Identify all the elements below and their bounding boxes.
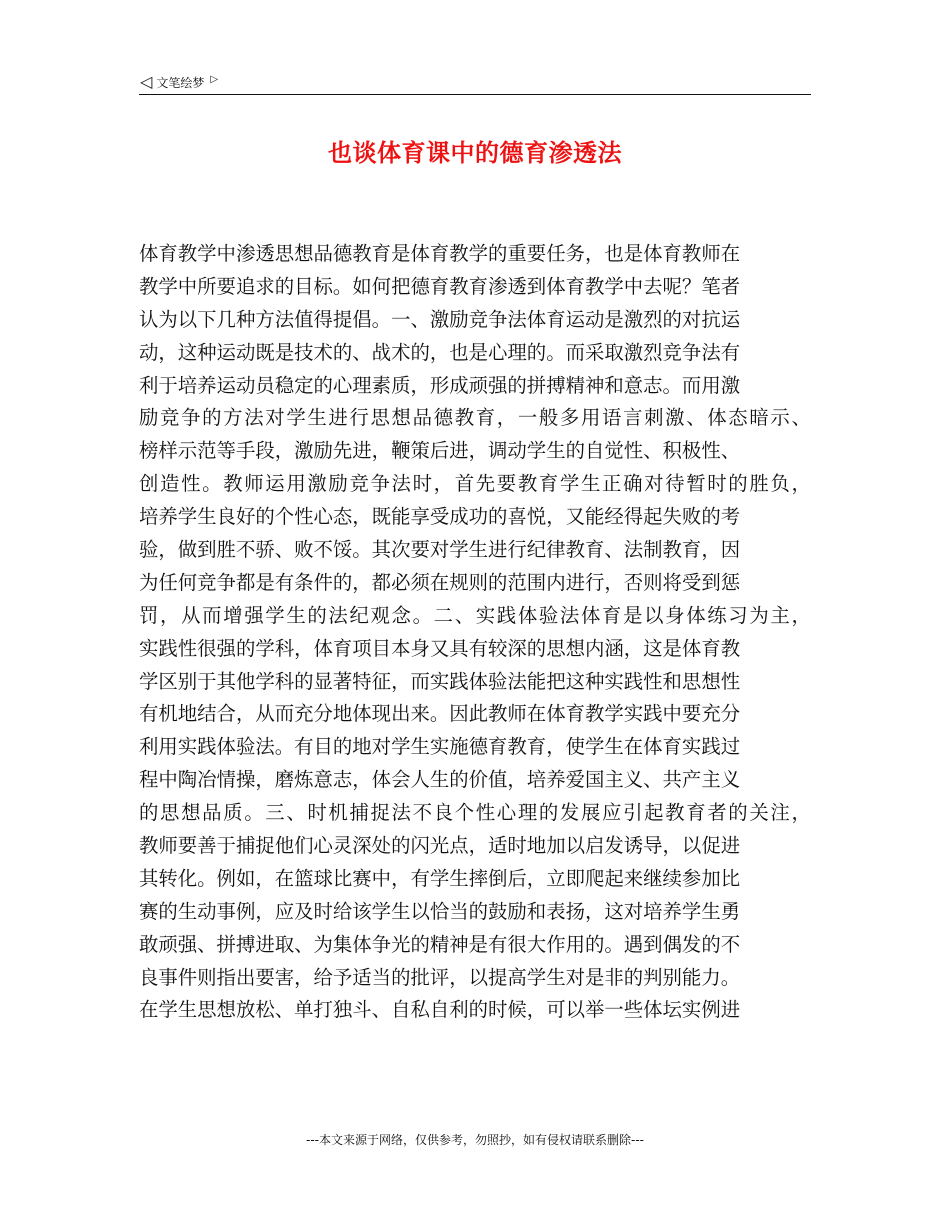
- body-line: 榜样示范等手段，激励先进，鞭策后进，调动学生的自觉性、积极性、: [139, 439, 741, 463]
- body-line: 验，做到胜不骄、败不馁。其次要对学生进行纪律教育、法制教育，因: [139, 538, 741, 562]
- triangle-right-icon: ▷: [210, 73, 219, 85]
- body-line: 敢顽强、拼搏进取、为集体争光的精神是有很大作用的。遇到偶发的不: [139, 932, 741, 956]
- header-label: 文笔绘梦: [156, 75, 205, 90]
- body-line: 培养学生良好的个性心态，既能享受成功的喜悦，又能经得起失败的考: [139, 505, 741, 529]
- body-line: 程中陶冶情操，磨炼意志，体会人生的价值，培养爱国主义、共产主义: [139, 768, 741, 792]
- document-body: [139, 238, 825, 1027]
- body-line: 学区别于其他学科的显著特征，而实践体验法能把这种实践性和思想性: [139, 669, 741, 693]
- footer-disclaimer: ---本文来源于网络，仅供参考，勿照抄，如有侵权请联系删除---: [306, 1133, 644, 1147]
- body-line: 在学生思想放松、单打独斗、自私自利的时候，可以举一些体坛实例进: [139, 998, 741, 1022]
- body-line: 实践性很强的学科，体育项目本身又具有较深的思想内涵，这是体育教: [139, 636, 741, 660]
- body-line: 创造性。教师运用激励竞争法时，首先要教育学生正确对待暂时的胜负，: [139, 472, 813, 496]
- body-line: 体育教学中渗透思想品德教育是体育教学的重要任务，也是体育教师在: [139, 242, 741, 265]
- body-line: 教师要善于捕捉他们心灵深处的闪光点，适时地加以启发诱导，以促进: [139, 834, 741, 858]
- body-line: 有机地结合，从而充分地体现出来。因此教师在体育教学实践中要充分: [139, 702, 741, 726]
- body-line: 教学中所要追求的目标。如何把德育教育渗透到体育教学中去呢？笔者: [139, 274, 741, 298]
- header-brand: [140, 72, 218, 92]
- document-title: 也谈体育课中的德育渗透法: [328, 139, 622, 167]
- body-line: 利用实践体验法。有目的地对学生实施德育教育，使学生在体育实践过: [139, 735, 741, 759]
- body-line: 励竞争的方法对学生进行思想品德教育，一般多用语言刺激、体态暗示、: [139, 406, 813, 430]
- body-line: 良事件则指出要害，给予适当的批评，以提高学生对是非的判别能力。: [139, 965, 741, 989]
- header-divider: [139, 94, 811, 95]
- body-line: 为任何竞争都是有条件的，都必须在规则的范围内进行，否则将受到惩: [139, 570, 741, 594]
- body-line: 认为以下几种方法值得提倡。一、激励竞争法体育运动是激烈的对抗运: [139, 307, 741, 331]
- body-line: 赛的生动事例，应及时给该学生以恰当的鼓励和表扬，这对培养学生勇: [139, 899, 741, 923]
- body-line: 罚，从而增强学生的法纪观念。二、实践体验法体育是以身体练习为主，: [139, 603, 813, 627]
- body-line: 的思想品质。三、时机捕捉法不良个性心理的发展应引起教育者的关注，: [139, 801, 813, 825]
- body-line: 动，这种运动既是技术的、战术的，也是心理的。而采取激烈竞争法有: [139, 340, 741, 364]
- body-line: 其转化。例如，在篮球比赛中，有学生摔倒后，立即爬起来继续参加比: [139, 866, 741, 890]
- body-line: 利于培养运动员稳定的心理素质，形成顽强的拼搏精神和意志。而用激: [139, 373, 741, 397]
- triangle-left-icon: ◁: [140, 72, 153, 91]
